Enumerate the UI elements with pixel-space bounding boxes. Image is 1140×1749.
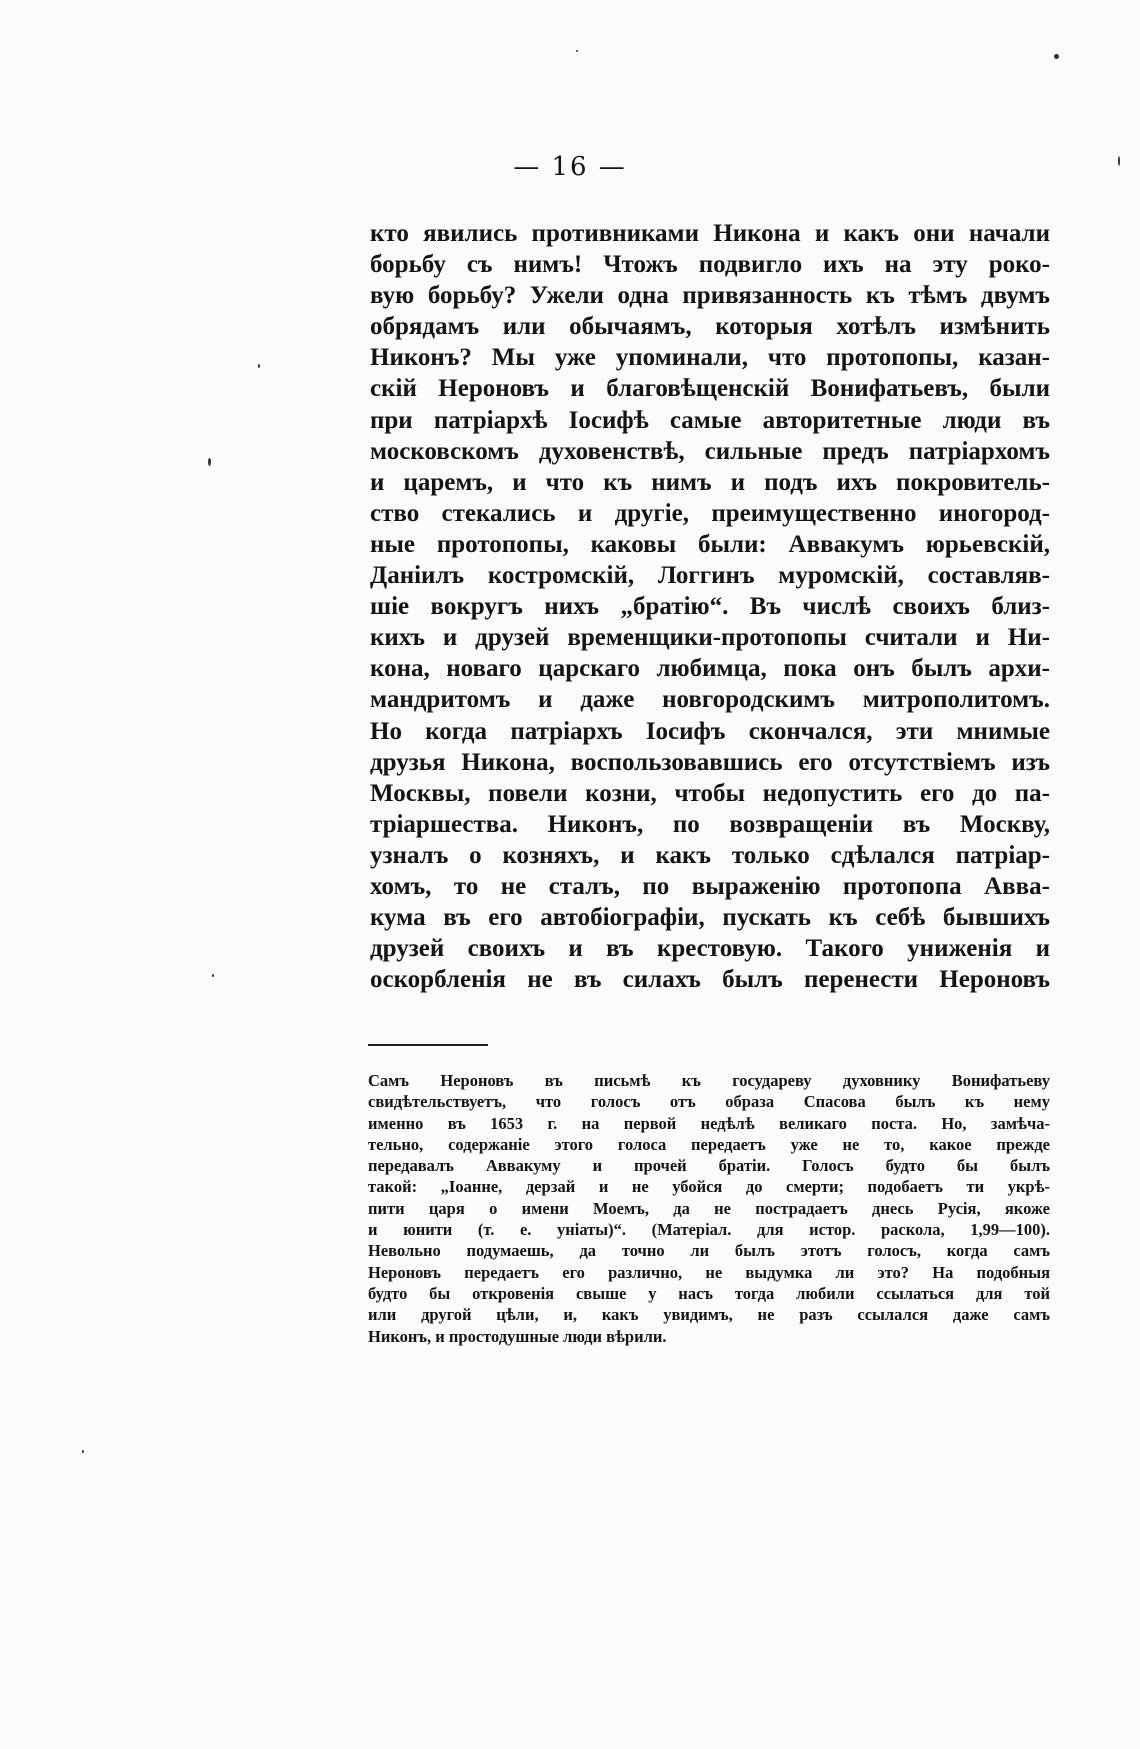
text-line: обрядамъ или обычаямъ, которыя хотѣлъ измѣнить [370,313,1050,341]
text-line: ные протопопы, каковы были: Аввакумъ юрьевскій, [370,530,1050,558]
text-line: вую борьбу? Ужели одна привязанность къ тѣмъ двумъ [370,282,1050,310]
scan-speck [258,364,260,368]
main-text [370,218,1050,995]
text-line: московскомъ духовенствѣ, сильные предъ патріархомъ [370,437,1050,465]
text-line: кума въ его автобіографіи, пускать къ себѣ бывшихъ [370,904,1050,932]
text-line: кона, новаго царскаго любимца, пока онъ былъ архи- [370,655,1050,683]
text-line: друзей своихъ и въ крестовую. Такого униженія и [370,935,1050,963]
scan-speck [1118,156,1120,166]
text-line: кихъ и друзей временщики-протопопы считали и Ни- [370,624,1050,652]
scan-speck [212,974,214,977]
footnote-line: именно въ 1653 г. на первой недѣлѣ великаго поста. Но, замѣча- [368,1113,1050,1133]
footnote-line: пити царя о имени Моемъ, да не пострадаетъ днесь Русія, якоже [368,1198,1050,1218]
text-line: хомъ, то не сталъ, по выраженію протопопа Авва- [370,872,1050,900]
text-line: и царемъ, и что къ нимъ и подъ ихъ покровитель- [370,468,1050,496]
footnote-line: свидѣтельствуетъ, что голосъ отъ образа Спасова былъ къ нему [368,1092,1050,1112]
scan-speck [208,458,211,466]
text-line: оскорбленія не въ силахъ былъ перенести Нероновъ [370,966,1050,994]
text-line: Но когда патріархъ Іосифъ скончался, эти мнимые [370,717,1050,745]
text-line: Даніилъ костромскій, Логгинъ муромскій, составляв- [370,562,1050,590]
text-line: тріаршества. Никонъ, по возвращеніи въ Москву, [370,810,1050,838]
footnote-line: Невольно подумаешь, да точно ли былъ этотъ голосъ, когда самъ [368,1241,1050,1261]
text-line: скій Нероновъ и благовѣщенскій Вонифатьевъ, были [370,375,1050,403]
footnote-line: Нероновъ передаетъ его различно, не выдумка ли это? На подобныя [368,1262,1050,1282]
footnote [368,1070,1050,1347]
footnote-line: Самъ Нероновъ въ письмѣ къ государеву духовнику Вонифатьеву [368,1071,1050,1090]
text-line: мандритомъ и даже новгородскимъ митрополитомъ. [370,686,1050,714]
footnote-line: такой: „Іоанне, дерзай и не убойся до смерти; подобаетъ ти укрѣ- [368,1177,1050,1197]
footnote-line: передавалъ Аввакуму и прочей братіи. Голосъ будто бы былъ [368,1156,1050,1176]
text-line: узналъ о козняхъ, и какъ только сдѣлался патріар- [370,841,1050,869]
text-line: борьбу съ нимъ! Чтожъ подвигло ихъ на эту роко- [370,251,1050,279]
text-line: Москвы, повели козни, чтобы недопустить его до па- [370,779,1050,807]
scan-speck [1054,54,1059,59]
footnote-line: Никонъ, и простодушные люди вѣрили. [368,1326,667,1346]
text-line: Никонъ? Мы уже упоминали, что протопопы, казан- [370,344,1050,372]
footnote-line: и юнити (т. е. уніаты)“. (Матеріал. для истор. раскола, 1,99—100). [368,1220,1050,1240]
scan-speck [576,50,578,52]
page-number: — 16 — [513,152,627,182]
footnote-line: будто бы откровенія свыше у насъ тогда любили ссылаться для той [368,1283,1050,1303]
footnote-line: или другой цѣли, и, какъ увидимъ, не разъ ссылался даже самъ [368,1305,1050,1325]
scan-speck [82,1450,84,1453]
footnote-line: тельно, содержаніе этого голоса передаетъ уже не то, какое прежде [368,1134,1050,1154]
text-line: шіе вокругъ нихъ „братію“. Въ числѣ своихъ близ- [370,593,1050,621]
text-line: ство стекались и другіе, преимущественно иногород- [370,499,1050,527]
text-line: друзья Никона, воспользовавшись его отсутствіемъ изъ [370,748,1050,776]
footnote-divider [368,1044,488,1046]
text-line: при патріархѣ Іосифѣ самые авторитетные люди въ [370,406,1050,434]
text-line: кто явились противниками Никона и какъ они начали [370,220,1050,247]
